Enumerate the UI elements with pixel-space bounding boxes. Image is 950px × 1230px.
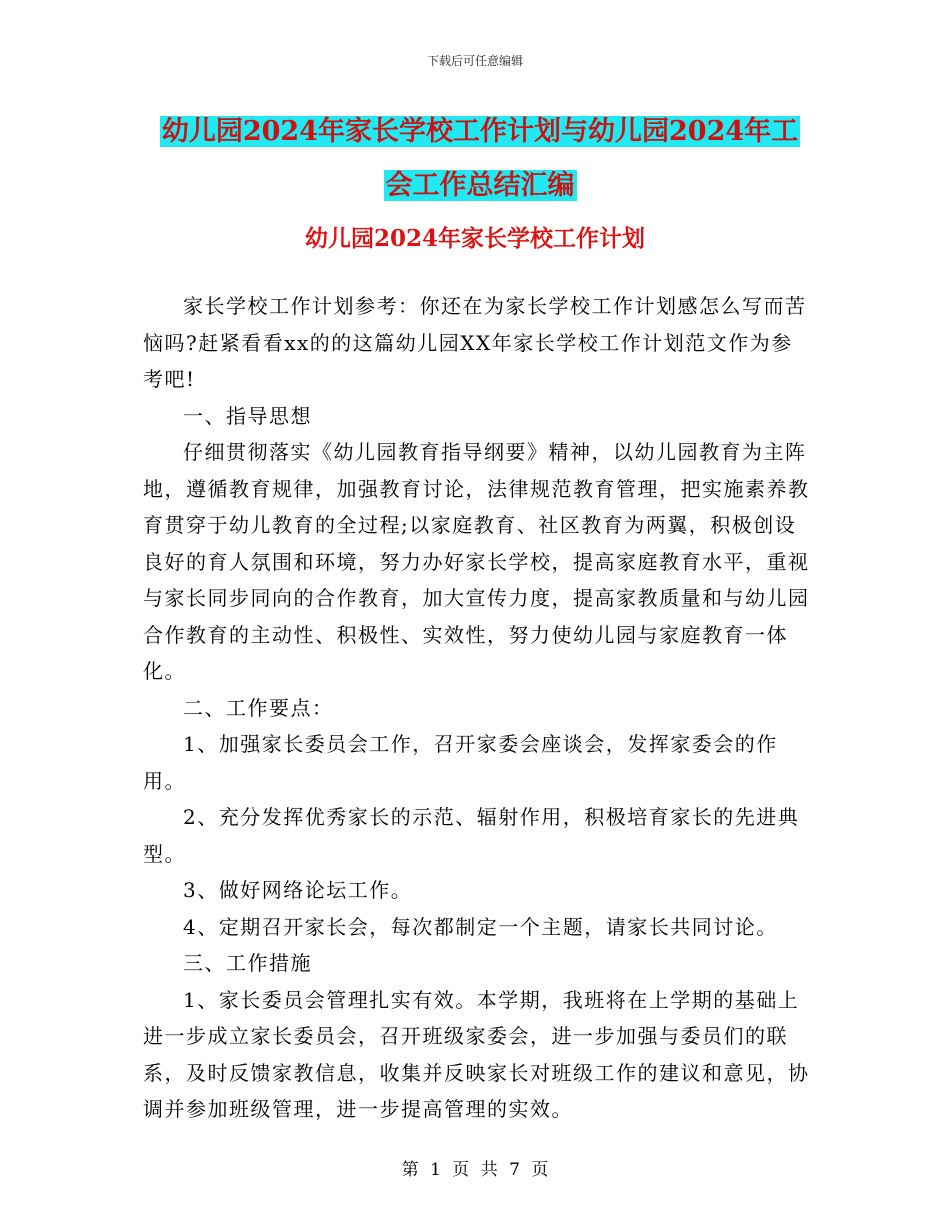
paragraph: 2、充分发挥优秀家长的示范、辐射作用，积极培育家长的先进典型。 — [143, 805, 800, 866]
paragraph: 3、做好网络论坛工作。 — [183, 878, 413, 902]
document-title — [140, 105, 820, 213]
paragraph: 仔细贯彻落实《幼儿园教育指导纲要》精神，以幼儿园教育为主阵地，遵循教育规律，加强教育讨论，法律规范教育管理，把实施素养教育贯穿于幼儿教育的全过程;以家庭教育、社区教育为两翼，积极创设良好的育人氛围和环境，努力办好家长学校，提高家庭教育水平，重视与家长同步同向的合作教育，加大宣传力度，提高家教质量和与幼儿园合作教育的主动性、积极性、实效性，努力使幼儿园与家庭教育一体化。 — [143, 440, 810, 683]
body-text — [143, 288, 813, 1128]
paragraph: 4、定期召开家长会，每次都制定一个主题，请家长共同讨论。 — [183, 914, 778, 939]
paragraph: 1、家长委员会管理扎实有效。本学期，我班将在上学期的基础上进一步成立家长委员会，召开班级家委会，进一步加强与委员们的联系，及时反馈家教信息，收集并反映家长对班级工作的建议和意见，协调并参加班级管理，进一步提高管理的实效。 — [143, 987, 810, 1121]
page-number: 第 1 页 共 7 页 — [401, 1160, 549, 1180]
paragraph: 二、工作要点： — [183, 695, 334, 720]
document-title-line-2: 会工作总结汇编 — [385, 170, 575, 201]
paragraph: 一、指导思想 — [183, 403, 312, 428]
page-header-note: 下载后可任意编辑 — [426, 54, 523, 68]
paragraph: 三、工作措施 — [183, 951, 312, 975]
section-title: 幼儿园2024年家长学校工作计划 — [304, 225, 645, 252]
paragraph: 1、加强家长委员会工作，召开家委会座谈会，发挥家委会的作用。 — [143, 732, 778, 793]
document-title-line-1: 幼儿园2024年家长学校工作计划与幼儿园2024年工 — [161, 116, 799, 147]
paragraph: 家长学校工作计划参考：你还在为家长学校工作计划感怎么写而苦恼吗?赶紧看看xx的的这篇幼儿园XX年家长学校工作计划范文作为参考吧! — [143, 294, 807, 391]
